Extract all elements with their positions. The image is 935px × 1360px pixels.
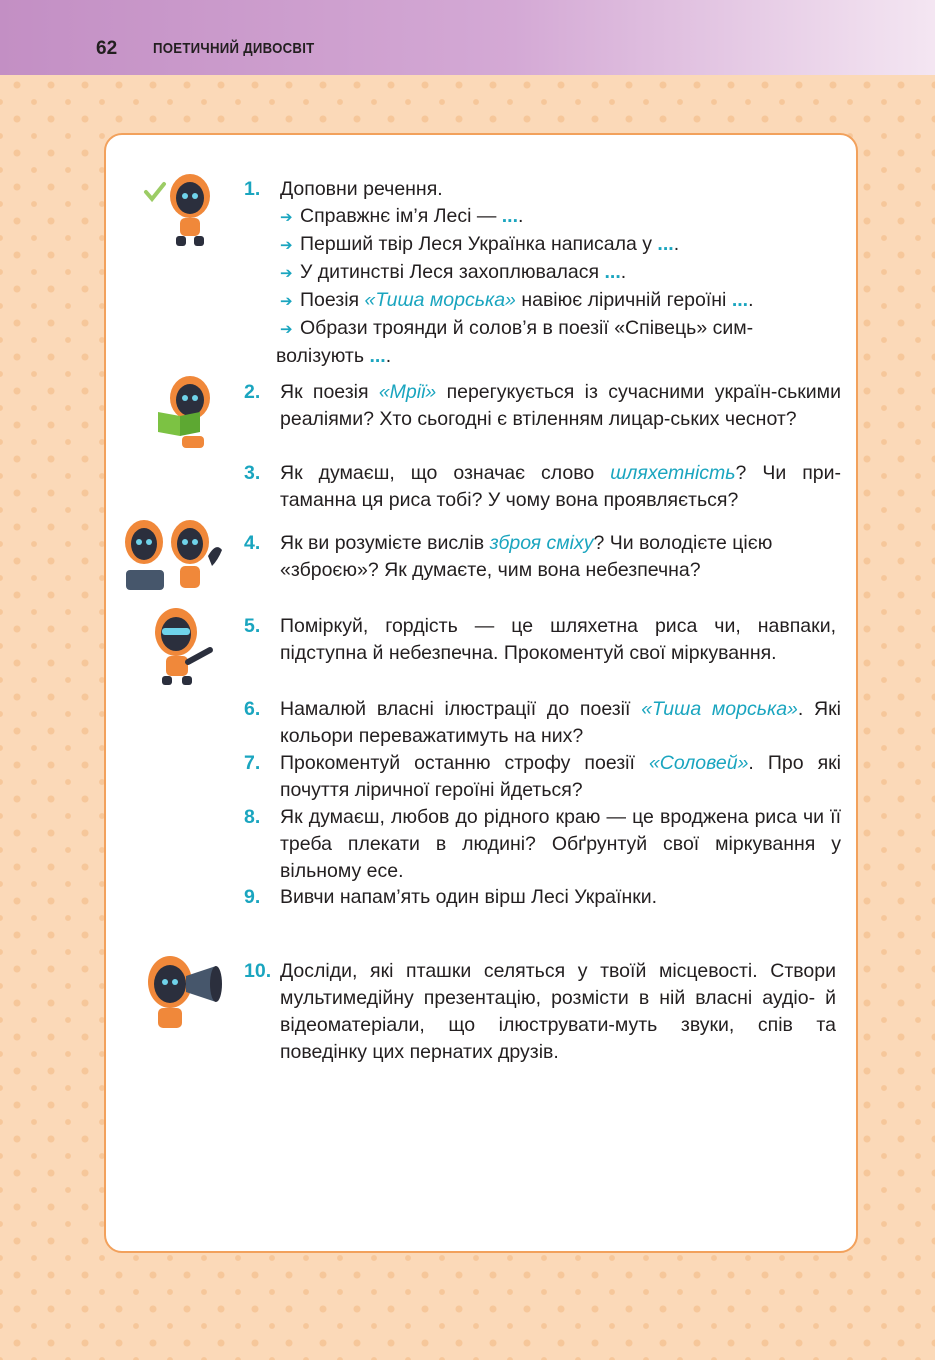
arrow-right-icon: ➔ xyxy=(280,209,293,226)
task-1-title: Доповни речення. xyxy=(280,178,443,200)
robots-pair-icon xyxy=(112,516,232,598)
task-1-sentence-3: ➔ У дитинстві Леся захоплювалася .... xyxy=(280,259,841,287)
task-6: 6. Намалюй власні ілюстрації до поезії «Тиша морська». Які кольори переважатимуть на них? xyxy=(244,698,842,747)
task-5: 5. Поміркуй, гордість — це шляхетна риса чи, навпаки, підступна й небезпечна. Прокоментуй свої міркування. xyxy=(244,615,836,664)
arrow-right-icon: ➔ xyxy=(280,321,293,338)
arrow-right-icon: ➔ xyxy=(280,265,293,282)
task-10: 10. Досліди, які пташки селяться у твоїй місцевості. Створи мультимедійну презентацію, розмісти в ній власні аудіо- й відеоматеріали, що ілюструвати-муть звуки, спів та поведінку цих пернатих друзів. xyxy=(244,960,836,1063)
robot-pointing-icon xyxy=(146,604,222,686)
robot-megaphone-icon xyxy=(140,952,230,1034)
robot-reading-icon xyxy=(152,372,222,454)
task-number: 1. xyxy=(244,178,261,200)
page-header xyxy=(0,0,935,75)
task-1-sentence-2: ➔ Перший твір Леся Українка написала у .... xyxy=(280,231,841,259)
task-1-sentence-1: ➔ Справжнє ім’я Лесі — .... xyxy=(280,203,841,231)
task-3: 3. Як думаєш, що означає слово шляхетність? Чи при-таманна ця риса тобі? У чому вона проявляється? xyxy=(244,462,841,511)
task-2: 2. Як поезія «Мрії» перегукується із сучасними україн-ськими реаліями? Хто сьогодні є втіленням лицар-ських чеснот? xyxy=(244,381,841,430)
arrow-right-icon: ➔ xyxy=(280,293,293,310)
task-8: 8. Як думаєш, любов до рідного краю — це вроджена риса чи її треба плекати в людині? Обґрунтуй свої міркування у вільному есе. xyxy=(244,806,841,882)
task-7: 7. Прокоментуй останню строфу поезії «Соловей». Про які почуття ліричної героїні йдеться? xyxy=(244,752,841,801)
task-9: 9. Вивчи напам’ять один вірш Лесі Українки. xyxy=(244,886,658,908)
task-4: 4. Як ви розумієте вислів зброя сміху? Чи володієте цією «зброєю»? Як думаєте, чим вона небезпечна? xyxy=(244,532,773,581)
task-1-sentence-4: ➔ Поезія «Тиша морська» навіює ліричній героїні .... xyxy=(280,287,841,315)
page-number: 62 xyxy=(96,38,118,59)
arrow-right-icon: ➔ xyxy=(280,237,293,254)
section-title: ПОЕТИЧНИЙ ДИВОСВІТ xyxy=(153,40,315,57)
task-1: 1. Доповни речення. ➔ Справжнє ім’я Лесі — .... ➔ Перший твір Леся Українка написала у .... ➔ У дитинстві Леся захоплювалася .... ➔ Поезія «Тиша морська» навіює ліричній героїні .... ➔ Образи троянди й солов’я в поезії «Співець» сим- волізують .... xyxy=(244,176,841,370)
task-1-sentence-5: ➔ Образи троянди й солов’я в поезії «Співець» сим- xyxy=(280,315,841,343)
robot-check-icon xyxy=(140,170,220,252)
